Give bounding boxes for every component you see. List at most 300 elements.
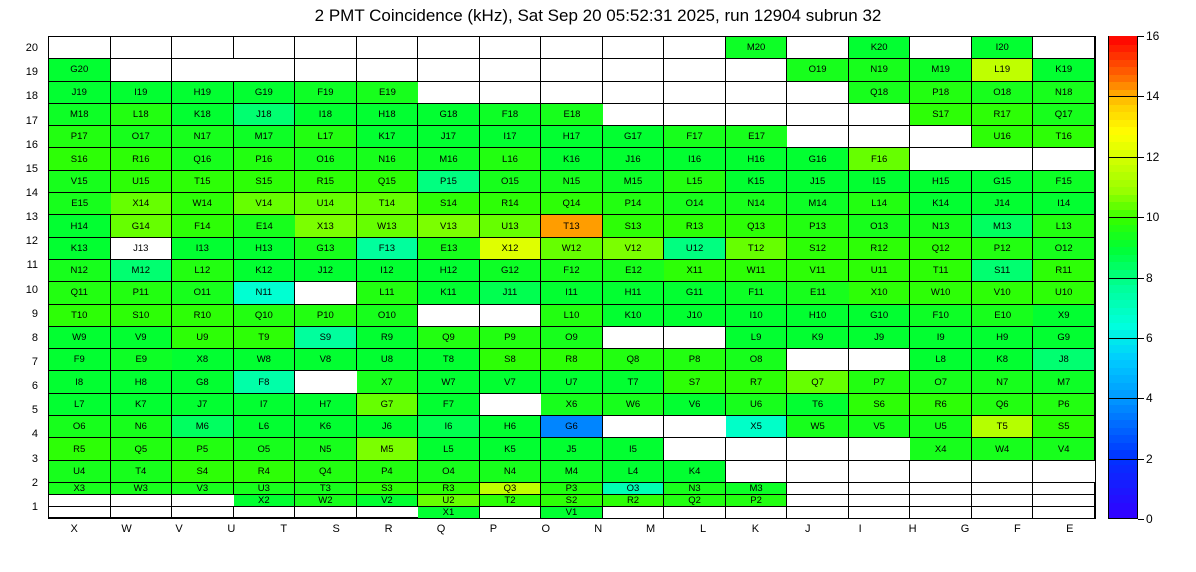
heatmap-cell-T5: T5 (972, 416, 1034, 438)
heatmap-cell-U20 (234, 37, 296, 59)
x-axis-label-I: I (858, 523, 862, 535)
heatmap-cell-P2: P2 (726, 495, 788, 507)
heatmap-cell-I3 (972, 483, 1034, 495)
x-axis-label-R: R (384, 523, 393, 535)
heatmap-cell-H20 (1033, 37, 1095, 59)
heatmap-cell-M4: M4 (541, 461, 603, 483)
heatmap-cell-U5: U5 (910, 416, 972, 438)
heatmap-cell-J4 (726, 461, 788, 483)
heatmap-cell-N6: N6 (111, 416, 173, 438)
heatmap-cell-E19: E19 (357, 82, 419, 104)
colorbar-segment (1109, 202, 1137, 210)
heatmap-cell-N3: N3 (664, 483, 726, 495)
heatmap-cell-M9 (664, 327, 726, 349)
heatmap-cell-T20 (295, 37, 357, 59)
heatmap-cell-Q12: Q12 (910, 238, 972, 260)
y-axis-label-12: 12 (25, 235, 38, 248)
heatmap-cell-S19 (541, 59, 603, 81)
heatmap-cell-G14: G14 (111, 215, 173, 237)
heatmap-cell-J13: J13 (111, 238, 173, 260)
heatmap-cell-F5 (787, 438, 849, 460)
heatmap-cell-X10: X10 (849, 282, 911, 304)
x-axis-label-V: V (175, 523, 183, 535)
x-axis-label-M: M (646, 523, 656, 535)
heatmap-cell-K6: K6 (295, 416, 357, 438)
heatmap-cell-W11: W11 (726, 260, 788, 282)
heatmap-cell-G15: G15 (972, 171, 1034, 193)
colorbar-tick-mark (1138, 36, 1144, 37)
heatmap-cell-G13: G13 (295, 238, 357, 260)
heatmap-cell-K11: K11 (418, 282, 480, 304)
heatmap-cell-K15: K15 (726, 171, 788, 193)
heatmap-cell-H13: H13 (234, 238, 296, 260)
heatmap-cell-W19 (295, 59, 357, 81)
y-axis-label-1: 1 (31, 500, 38, 513)
colorbar-tick-14: 14 (1146, 89, 1160, 104)
y-axis-label-9: 9 (31, 307, 38, 320)
heatmap-cell-E4 (1033, 461, 1095, 483)
heatmap-cell-R4: R4 (234, 461, 296, 483)
heatmap-cell-J3 (910, 483, 972, 495)
heatmap-cell-F15: F15 (1033, 171, 1095, 193)
heatmap-cell-H2 (172, 507, 234, 518)
colorbar-segment (1109, 194, 1137, 202)
heatmap-cell-N1 (1033, 507, 1095, 518)
heatmap-cell-R20 (418, 37, 480, 59)
heatmap-cell-H10: H10 (787, 305, 849, 327)
heatmap-cell-E6 (664, 416, 726, 438)
heatmap-cell-V11: V11 (787, 260, 849, 282)
x-axis-label-L: L (699, 523, 707, 535)
heatmap-cell-W4: W4 (972, 438, 1034, 460)
heatmap-cell-G2 (234, 507, 296, 518)
heatmap-cell-T15: T15 (172, 171, 234, 193)
heatmap-cell-L4: L4 (603, 461, 665, 483)
colorbar-segment (1109, 457, 1137, 465)
colorbar-segment (1109, 390, 1137, 398)
colorbar-tick-mark (1138, 519, 1144, 520)
heatmap-cell-J7: J7 (172, 394, 234, 416)
y-axis-label-11: 11 (26, 259, 38, 272)
heatmap-cell-R19 (603, 59, 665, 81)
y-axis-label-3: 3 (31, 452, 38, 465)
heatmap-cell-V20 (172, 37, 234, 59)
heatmap-cell-O20 (603, 37, 665, 59)
colorbar-segment (1109, 142, 1137, 150)
heatmap-cell-Q14: Q14 (541, 193, 603, 215)
heatmap-cell-U7: U7 (541, 371, 603, 393)
heatmap-cell-W6: W6 (603, 394, 665, 416)
heatmap-cell-Q18: Q18 (849, 82, 911, 104)
heatmap-cell-P12: P12 (972, 238, 1034, 260)
heatmap-cell-K14: K14 (910, 193, 972, 215)
heatmap-cell-N15: N15 (541, 171, 603, 193)
heatmap-cell-N2 (849, 495, 911, 507)
heatmap-cell-I19: I19 (111, 82, 173, 104)
heatmap-cell-T2: T2 (480, 495, 542, 507)
heatmap-cell-G19: G19 (234, 82, 296, 104)
heatmap-cell-Q7: Q7 (787, 371, 849, 393)
heatmap-cell-X3: X3 (49, 483, 111, 495)
heatmap-cell-I8: I8 (49, 371, 111, 393)
heatmap-cell-M20: M20 (726, 37, 788, 59)
heatmap-cell-E9: E9 (111, 349, 173, 371)
colorbar-segment (1109, 187, 1137, 195)
heatmap-cell-V4: V4 (1033, 438, 1095, 460)
heatmap-cell-S6: S6 (849, 394, 911, 416)
colorbar-segment (1109, 495, 1137, 503)
heatmap-cell-S3: S3 (357, 483, 419, 495)
colorbar-segment (1109, 314, 1137, 322)
heatmap-cell-J11: J11 (480, 282, 542, 304)
heatmap-cell-W5: W5 (787, 416, 849, 438)
heatmap-cell-V6: V6 (664, 394, 726, 416)
colorbar-tick-mark (1138, 157, 1144, 158)
heatmap-cell-W13: W13 (357, 215, 419, 237)
heatmap-cell-P20 (541, 37, 603, 59)
heatmap-cell-W9: W9 (49, 327, 111, 349)
heatmap-cell-R12: R12 (849, 238, 911, 260)
heatmap-cell-G8: G8 (172, 371, 234, 393)
heatmap-cell-M10 (480, 305, 542, 327)
heatmap-cell-R10: R10 (172, 305, 234, 327)
heatmap-cell-O6: O6 (49, 416, 111, 438)
heatmap-cell-P16: P16 (234, 148, 296, 170)
heatmap-cell-X16 (787, 126, 849, 148)
colorbar-segment (1109, 412, 1137, 420)
heatmap-cell-M18: M18 (49, 104, 111, 126)
colorbar-segment (1109, 472, 1137, 480)
y-axis-label-15: 15 (25, 162, 38, 175)
heatmap-cell-L5: L5 (418, 438, 480, 460)
heatmap-cell-P19 (726, 59, 788, 81)
heatmap-cell-F2 (295, 507, 357, 518)
heatmap-cell-S8: S8 (480, 349, 542, 371)
heatmap-cell-N5: N5 (295, 438, 357, 460)
heatmap-cell-R17: R17 (972, 104, 1034, 126)
heatmap-cell-W14: W14 (172, 193, 234, 215)
heatmap-cell-F12: F12 (541, 260, 603, 282)
colorbar-tick-mark (1138, 459, 1144, 460)
y-axis-label-5: 5 (31, 404, 38, 417)
y-axis-label-8: 8 (31, 331, 38, 344)
heatmap-cell-M8 (849, 349, 911, 371)
heatmap-cell-T9: T9 (234, 327, 296, 349)
heatmap-cell-Q1 (849, 507, 911, 518)
heatmap-cell-H12: H12 (418, 260, 480, 282)
colorbar-segment (1109, 119, 1137, 127)
colorbar-segment (1109, 367, 1137, 375)
colorbar-segment (1109, 375, 1137, 383)
heatmap-cell-J15: J15 (787, 171, 849, 193)
x-axis-label-H: H (908, 523, 917, 535)
heatmap-cell-J12: J12 (295, 260, 357, 282)
heatmap-cell-T4: T4 (111, 461, 173, 483)
heatmap-cell-X11: X11 (664, 260, 726, 282)
heatmap-cell-G20: G20 (49, 59, 111, 81)
heatmap-cell-R15: R15 (295, 171, 357, 193)
heatmap-cell-K18: K18 (172, 104, 234, 126)
heatmap-cell-T16: T16 (1033, 126, 1095, 148)
heatmap-cell-W7: W7 (418, 371, 480, 393)
heatmap-cell-W1 (480, 507, 542, 518)
heatmap-cell-E3 (172, 495, 234, 507)
heatmap-cell-I13: I13 (172, 238, 234, 260)
heatmap-cell-V16 (910, 126, 972, 148)
heatmap-cell-Q5: Q5 (111, 438, 173, 460)
x-axis-labels (48, 521, 1096, 541)
heatmap-cell-T10: T10 (49, 305, 111, 327)
heatmap-cell-S14: S14 (418, 193, 480, 215)
heatmap-cell-P5: P5 (172, 438, 234, 460)
heatmap-cell-I6: I6 (418, 416, 480, 438)
heatmap-cell-E14: E14 (234, 215, 296, 237)
heatmap-cell-L20 (787, 37, 849, 59)
y-axis-label-14: 14 (25, 186, 38, 199)
colorbar-tick-mark (1138, 278, 1144, 279)
heatmap-cell-U11: U11 (849, 260, 911, 282)
heatmap-cell-P7: P7 (849, 371, 911, 393)
heatmap-cell-F20 (111, 59, 173, 81)
heatmap-cell-T18 (664, 82, 726, 104)
colorbar-segment (1109, 134, 1137, 142)
colorbar-segment (1109, 382, 1137, 390)
colorbar-tick-6: 6 (1146, 330, 1153, 345)
heatmap-cell-E13: E13 (418, 238, 480, 260)
heatmap-cell-O10: O10 (357, 305, 419, 327)
heatmap-cell-N17: N17 (172, 126, 234, 148)
colorbar-segment (1109, 502, 1137, 510)
heatmap-cell-Q13: Q13 (726, 215, 788, 237)
heatmap-cell-P13: P13 (787, 215, 849, 237)
heatmap-cell-O11: O11 (172, 282, 234, 304)
colorbar-tick-4: 4 (1146, 391, 1153, 406)
heatmap-cell-F13: F13 (357, 238, 419, 260)
heatmap-cell-V7: V7 (480, 371, 542, 393)
heatmap-cell-W12: W12 (541, 238, 603, 260)
heatmap-cell-X17 (603, 104, 665, 126)
heatmap-cell-F6 (603, 416, 665, 438)
heatmap-cell-H7: H7 (295, 394, 357, 416)
heatmap-cell-J8: J8 (1033, 349, 1095, 371)
heatmap-cell-Q15: Q15 (357, 171, 419, 193)
heatmap-cell-O7: O7 (910, 371, 972, 393)
heatmap-cell-J19: J19 (49, 82, 111, 104)
heatmap-cell-T6: T6 (787, 394, 849, 416)
heatmap-cell-S5: S5 (1033, 416, 1095, 438)
heatmap-cell-X19 (234, 59, 296, 81)
heatmap-cell-U19 (418, 59, 480, 81)
heatmap-cell-Q16: Q16 (172, 148, 234, 170)
heatmap-cell-R8: R8 (541, 349, 603, 371)
colorbar-segment (1109, 97, 1137, 105)
heatmap-cell-T12: T12 (726, 238, 788, 260)
heatmap-cell-P15: P15 (418, 171, 480, 193)
heatmap-cell-G17: G17 (603, 126, 665, 148)
page-title: 2 PMT Coincidence (kHz), Sat Sep 20 05:52:31 2025, run 12904 subrun 32 (314, 6, 882, 25)
heatmap-cell-P17: P17 (49, 126, 111, 148)
heatmap-cell-V9: V9 (111, 327, 173, 349)
heatmap-cell-R7: R7 (726, 371, 788, 393)
heatmap-cell-Q3: Q3 (480, 483, 542, 495)
heatmap-cell-Q4: Q4 (295, 461, 357, 483)
heatmap-cell-T11: T11 (910, 260, 972, 282)
colorbar-segment (1109, 74, 1137, 82)
heatmap-cell-L13: L13 (1033, 215, 1095, 237)
heatmap-cell-U3: U3 (234, 483, 296, 495)
heatmap-cell-Q11: Q11 (49, 282, 111, 304)
heatmap-cell-K9: K9 (787, 327, 849, 349)
heatmap-cell-I14: I14 (1033, 193, 1095, 215)
heatmap-cell-W18 (480, 82, 542, 104)
heatmap-cell-R13: R13 (664, 215, 726, 237)
heatmap-cell-G9: G9 (1033, 327, 1095, 349)
heatmap-cell-E5 (849, 438, 911, 460)
colorbar-tick-mark (1138, 338, 1144, 339)
heatmap-cell-Q6: Q6 (972, 394, 1034, 416)
x-axis-label-O: O (541, 523, 551, 535)
heatmap-cell-F16: F16 (849, 148, 911, 170)
colorbar-segment (1109, 172, 1137, 180)
heatmap-cell-J20 (910, 37, 972, 59)
heatmap-cell-U18 (603, 82, 665, 104)
colorbar-tick-0: 0 (1146, 512, 1153, 526)
x-axis-label-G: G (960, 523, 970, 535)
x-axis-label-Q: Q (436, 523, 446, 535)
colorbar-segment (1109, 360, 1137, 368)
heatmap-cell-H8: H8 (111, 371, 173, 393)
heatmap-cell-O19: O19 (787, 59, 849, 81)
heatmap-cell-O3: O3 (603, 483, 665, 495)
heatmap-cell-I16: I16 (664, 148, 726, 170)
heatmap-cell-L18: L18 (111, 104, 173, 126)
heatmap-cell-H16: H16 (726, 148, 788, 170)
heatmap-cell-I2 (111, 507, 173, 518)
heatmap-cell-Q9: Q9 (418, 327, 480, 349)
colorbar-segment (1109, 157, 1137, 165)
heatmap-cell-P6: P6 (1033, 394, 1095, 416)
colorbar-segment (1109, 217, 1137, 225)
heatmap-cell-P3: P3 (541, 483, 603, 495)
heatmap-cell-S18 (726, 82, 788, 104)
heatmap-cell-N10 (418, 305, 480, 327)
x-axis-label-N: N (594, 523, 603, 535)
colorbar-segment (1109, 405, 1137, 413)
colorbar-segment (1109, 345, 1137, 353)
heatmap-cell-P9: P9 (480, 327, 542, 349)
y-axis-label-18: 18 (25, 90, 38, 103)
heatmap-cell-U17 (787, 104, 849, 126)
heatmap-cell-X18 (418, 82, 480, 104)
heatmap-cell-Q8: Q8 (603, 349, 665, 371)
heatmap-cell-H5 (664, 438, 726, 460)
heatmap-cell-M13: M13 (972, 215, 1034, 237)
heatmap-cell-H11: H11 (603, 282, 665, 304)
colorbar-segment (1109, 277, 1137, 285)
heatmap-cell-G16: G16 (787, 148, 849, 170)
y-axis-labels (0, 36, 44, 519)
colorbar-segment (1109, 247, 1137, 255)
colorbar-segment (1109, 66, 1137, 74)
heatmap-cell-U12: U12 (664, 238, 726, 260)
heatmap-cell-S15: S15 (234, 171, 296, 193)
colorbar-segment (1109, 442, 1137, 450)
colorbar-segment (1109, 510, 1137, 518)
heatmap-cell-H19: H19 (172, 82, 234, 104)
heatmap-cell-P18: P18 (910, 82, 972, 104)
heatmap-cell-E12: E12 (603, 260, 665, 282)
heatmap-cell-G5 (726, 438, 788, 460)
heatmap-cell-X14: X14 (111, 193, 173, 215)
heatmap-cell-O9: O9 (541, 327, 603, 349)
heatmap-cell-O13: O13 (849, 215, 911, 237)
heatmap-cell-E2 (357, 507, 419, 518)
heatmap-cell-Q19 (664, 59, 726, 81)
heatmap-cell-X15 (972, 148, 1034, 170)
heatmap-cell-V19 (357, 59, 419, 81)
heatmap-cell-G6: G6 (541, 416, 603, 438)
colorbar-segment (1109, 232, 1137, 240)
colorbar-segment (1109, 450, 1137, 458)
heatmap-cell-I15: I15 (849, 171, 911, 193)
y-axis-label-10: 10 (25, 283, 38, 296)
heatmap-cell-K12: K12 (234, 260, 296, 282)
heatmap-cell-K17: K17 (357, 126, 419, 148)
heatmap-cell-W3: W3 (111, 483, 173, 495)
colorbar-segment (1109, 104, 1137, 112)
heatmap-cell-N14: N14 (726, 193, 788, 215)
colorbar-segment (1109, 51, 1137, 59)
heatmap-cell-G10: G10 (849, 305, 911, 327)
x-axis-label-U: U (227, 523, 236, 535)
heatmap-cell-K19: K19 (1033, 59, 1095, 81)
heatmap-cell-M5: M5 (357, 438, 419, 460)
y-axis-label-4: 4 (31, 428, 38, 441)
heatmap-cell-X1: X1 (418, 507, 480, 518)
heatmap-cell-F8: F8 (234, 371, 296, 393)
heatmap-cell-N19: N19 (849, 59, 911, 81)
heatmap-cell-X13: X13 (295, 215, 357, 237)
heatmap-cell-N12: N12 (49, 260, 111, 282)
heatmap-cell-I12: I12 (357, 260, 419, 282)
heatmap-cell-T3: T3 (295, 483, 357, 495)
heatmap-cell-S12: S12 (787, 238, 849, 260)
heatmap-cell-R3: R3 (418, 483, 480, 495)
heatmap-cell-R5: R5 (49, 438, 111, 460)
heatmap-cell-O5: O5 (234, 438, 296, 460)
heatmap-cell-R11: R11 (1033, 260, 1095, 282)
heatmap-cell-K4: K4 (664, 461, 726, 483)
colorbar-segment (1109, 209, 1137, 217)
colorbar-segment (1109, 164, 1137, 172)
heatmap-cell-G4 (910, 461, 972, 483)
heatmap-cell-P10: P10 (295, 305, 357, 327)
heatmap-cell-L8: L8 (910, 349, 972, 371)
heatmap-cell-R6: R6 (910, 394, 972, 416)
heatmap-cell-I9: I9 (910, 327, 972, 349)
heatmap-cell-K13: K13 (49, 238, 111, 260)
heatmap-cell-J10: J10 (664, 305, 726, 327)
heatmap-cell-M16: M16 (418, 148, 480, 170)
heatmap-cell-P4: P4 (357, 461, 419, 483)
heatmap-cell-M15: M15 (603, 171, 665, 193)
colorbar-segment (1109, 254, 1137, 262)
heatmap-cell-L19: L19 (972, 59, 1034, 81)
colorbar-segment (1109, 59, 1137, 67)
heatmap-cell-E20 (172, 59, 234, 81)
heatmap-cell-F19: F19 (295, 82, 357, 104)
colorbar-segment (1109, 149, 1137, 157)
